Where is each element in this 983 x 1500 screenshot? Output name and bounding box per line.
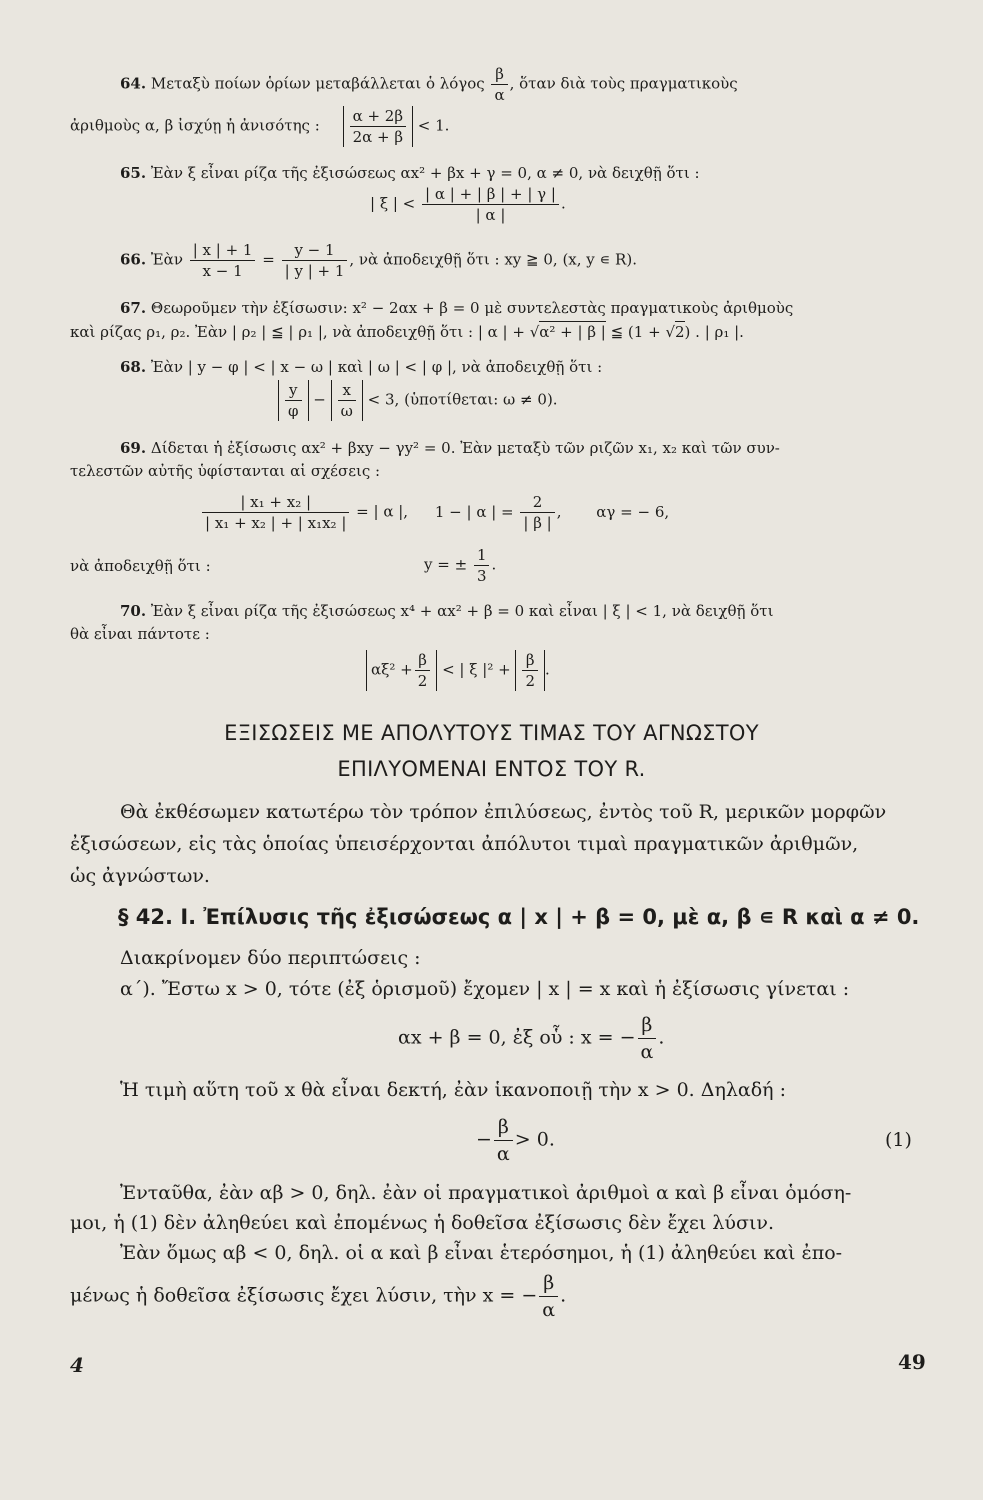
body-line-6: Ἐὰν ὅμως αβ < 0, δηλ. οἱ α καὶ β εἶναι ἑτερόσημοι, ἡ (1) ἀληθεύει καὶ ἐπο- <box>120 1242 843 1264</box>
problem-69-line2: τελεστῶν αὐτῆς ὑφίστανται αἱ σχέσεις : <box>70 462 381 480</box>
equation-x: αx + β = 0, ἐξ οὗ : x = − $\frac{\beta}{\alpha}$ . <box>398 1014 665 1063</box>
problem-64: 64. Μεταξὺ ποίων ὁρίων μεταβάλλεται ὁ λόγος $\frac{\beta}{\alpha}$ , ὅταν διὰ τοὺς πραγματικοὺς <box>120 65 738 104</box>
page-number: 49 <box>898 1350 926 1374</box>
body-line-2: α΄). Ἔστω x > 0, τότε (ἐξ ὁρισμοῦ) ἔχομεν | x | = x καὶ ἡ ἐξίσωσις γίνεται : <box>120 978 850 1000</box>
body-line-3: Ἡ τιμὴ αὕτη τοῦ x θὰ εἶναι δεκτή, ἐὰν ἱκανοποιῇ τὴν x > 0. Δηλαδή : <box>120 1079 787 1101</box>
signature-mark: 4 <box>70 1353 84 1377</box>
problem-70-line2: θὰ εἶναι πάντοτε : <box>70 625 210 643</box>
problem-65-formula: | ξ | < $\frac{| \alpha | + | \beta | + | \gamma |}{| \alpha |}$ . <box>370 185 566 224</box>
fraction: $\frac{\beta}{\alpha}$ <box>491 64 507 105</box>
problem-67-line2: καὶ ρίζας ρ₁, ρ₂. Ἐὰν | ρ₂ | ≦ | ρ₁ |, νὰ ἀποδειχθῇ ὅτι : | α | + √α² + | β | ≦ (1 + √2) . | ρ₁ |. <box>70 323 744 341</box>
intro-line-2: ἐξισώσεων, εἰς τὰς ὁποίας ὑπεισέρχονται ἀπόλυτοι τιμαὶ πραγματικῶν ἀριθμῶν, <box>70 833 859 855</box>
problem-67: 67. Θεωροῦμεν τὴν ἐξίσωσιν: x² − 2αx + β = 0 μὲ συντελεστὰς πραγματικοὺς ἀριθμοὺς <box>120 299 794 317</box>
body-line-1: Διακρίνομεν δύο περιπτώσεις : <box>120 947 421 969</box>
absolute-value: $\frac{\alpha + 2\beta}{2\alpha + \beta}$ <box>343 106 413 147</box>
body-line-5: μοι, ἡ (1) δὲν ἀληθεύει καὶ ἐπομένως ἡ δοθεῖσα ἐξίσωσις δὲν ἔχει λύσιν. <box>70 1212 774 1234</box>
problem-70-formula: αξ² + $\frac{\beta}{2}$ < | ξ |² + $\frac{\beta}{2}$ . <box>366 650 550 691</box>
equation-1: − $\frac{\beta}{\alpha}$ > 0. <box>476 1116 555 1165</box>
body-line-7: μένως ἡ δοθεῖσα ἐξίσωσις ἔχει λύσιν, τὴν x = − $\frac{\beta}{\alpha}$ . <box>70 1272 567 1321</box>
problem-64-line2: ἀριθμοὺς α, β ἰσχύῃ ἡ ἀνισότης : $\frac{\alpha + 2\beta}{2\alpha + \beta}$ < 1. <box>70 107 450 146</box>
body-line-4: Ἐνταῦθα, ἐὰν αβ > 0, δηλ. ἐὰν οἱ πραγματικοὶ ἀριθμοὶ α καὶ β εἶναι ὁμόση- <box>120 1182 852 1204</box>
intro-line-3: ὡς ἀγνώστων. <box>70 865 210 887</box>
problem-65: 65. Ἐὰν ξ εἶναι ρίζα τῆς ἐξισώσεως αx² + βx + γ = 0, α ≠ 0, νὰ δειχθῇ ὅτι : <box>120 164 700 182</box>
problem-69-relations: $\frac{\text{| x₁ + x₂ |}}{\text{| x₁ + x₂ | + | x₁x₂ |}}$ = | α |, 1 − | α | = $\frac{2}{| \beta |}$ , αγ = − 6, <box>200 492 669 533</box>
problem-69: 69. Δίδεται ἡ ἐξίσωσις αx² + βxy − γy² = 0. Ἐὰν μεταξὺ τῶν ριζῶν x₁, x₂ καὶ τῶν συν- <box>120 439 780 457</box>
problem-68-formula: $\frac{y}{\varphi}$ − $\frac{x}{\omega}$ < 3, (ὑποτίθεται: ω ≠ 0). <box>278 380 558 421</box>
chapter-heading: ΕΞΙΣΩΣΕΙΣ ΜΕ ΑΠΟΛΥΤΟΥΣ ΤΙΜΑΣ ΤΟΥ ΑΓΝΩΣΤΟΥ <box>224 721 759 745</box>
intro-line-1: Θὰ ἐκθέσωμεν κατωτέρω τὸν τρόπον ἐπιλύσεως, ἐντὸς τοῦ R, μερικῶν μορφῶν <box>120 801 887 823</box>
section-title: § 42. I. Ἐπίλυσις τῆς ἐξισώσεως α | x | + β = 0, μὲ α, β ∊ R καὶ α ≠ 0. <box>118 905 920 929</box>
problem-69-line4: νὰ ἀποδειχθῇ ὅτι : <box>70 557 211 575</box>
equation-tag: (1) <box>885 1129 912 1151</box>
problem-70: 70. Ἐὰν ξ εἶναι ρίζα τῆς ἐξισώσεως x⁴ + αx² + β = 0 καὶ εἶναι | ξ | < 1, νὰ δειχθῇ ὅτι <box>120 602 774 620</box>
problem-68: 68. Ἐὰν | y − φ | < | x − ω | καὶ | ω | < | φ |, νὰ ἀποδειχθῇ ὅτι : <box>120 358 603 376</box>
chapter-heading-line2: ΕΠΙΛΥΟΜΕΝΑΙ ΕΝΤΟΣ ΤΟΥ R. <box>337 757 646 781</box>
problem-69-result: y = ± $\frac{1}{3}$ . <box>424 546 497 585</box>
problem-66: 66. Ἐὰν $\frac{| x | + 1}{x - 1}$ = $\frac{y - 1}{| y | + 1}$ , νὰ ἀποδειχθῇ ὅτι : xy ≧ 0, (x, y ∊ R). <box>120 241 637 280</box>
